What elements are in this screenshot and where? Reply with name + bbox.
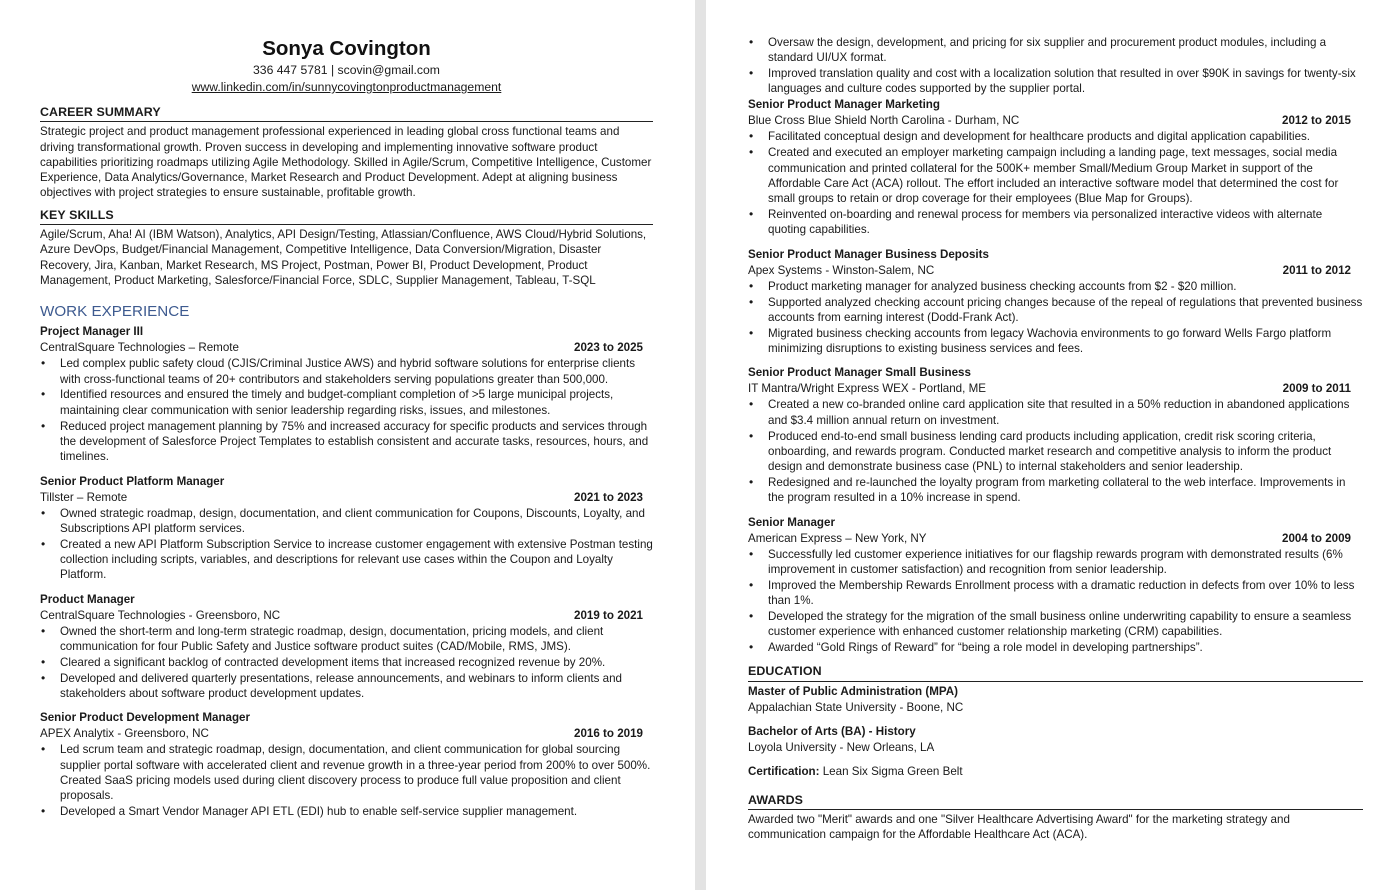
job-bullet: • Migrated business checking accounts from legacy Wachovia environments to go forward Wells Fargo platform minimizing disruptions to existing business services and fees. (748, 326, 1363, 357)
linkedin-link[interactable]: www.linkedin.com/in/sunnycovingtonproductmanagement (191, 80, 502, 94)
job-dates: 2016 to 2019 (574, 727, 643, 741)
job-company: American Express – New York, NY (748, 531, 927, 545)
job-entry (748, 247, 1363, 357)
job-company: IT Mantra/Wright Express WEX - Portland, ME (748, 382, 986, 396)
job-bullets (748, 397, 1363, 505)
job-org-row (748, 113, 1363, 129)
job-org-row (40, 340, 653, 356)
job-bullet: • Awarded “Gold Rings of Reward” for “being a role model in developing partnerships”. (748, 640, 1363, 655)
job-title: Product Manager (40, 592, 135, 606)
job-dates: 2021 to 2023 (574, 490, 643, 504)
job-bullet: • Owned strategic roadmap, design, documentation, and client communication for Coupons, Discounts, Loyalty, and Subscriptions API platform services. (40, 506, 653, 537)
job-bullet: • Created a new co-branded online card application site that resulted in a 50% reduction in abandoned applications and $3.4 million annual return on investment. (748, 397, 1363, 428)
job-bullets (40, 506, 653, 583)
job-title: Project Manager III (40, 325, 144, 339)
job-bullet: • Facilitated conceptual design and development for healthcare products and digital application capabilities. (748, 129, 1363, 144)
work-experience-heading: WORK EXPERIENCE (40, 303, 190, 321)
job-bullet: • Created a new API Platform Subscription Service to increase customer engagement with extensive Postman testing collection including scripts, variables, and descriptions for relevant use cases within the Coupon and Loyalty Platform. (40, 537, 653, 583)
job-bullet: • Cleared a significant backlog of contracted development items that increased recognized revenue by 20%. (40, 655, 653, 670)
job-bullet: • Reinvented on-boarding and renewal process for members via personalized interactive videos with alternate quoting capabilities. (748, 207, 1363, 238)
job-bullet: • Identified resources and ensured the timely and budget-compliant completion of >5 large municipal projects, maintaining clear communication with senior leadership regarding risks, issues, and milestones. (40, 387, 653, 418)
job-bullets (40, 356, 653, 464)
continued-job-bullets (748, 35, 1363, 97)
job-bullets (40, 624, 653, 702)
job-dates: 2009 to 2011 (1282, 382, 1351, 396)
job-bullet: • Improved translation quality and cost with a localization solution that resulted in over $90K in savings for twenty-six languages and culture codes supported by the supplier portal. (748, 66, 1363, 97)
resume-page-2 (706, 0, 1389, 890)
job-entry (40, 474, 653, 583)
job-title: Senior Product Development Manager (40, 711, 251, 725)
job-bullet: • Product marketing manager for analyzed business checking accounts from $2 - $20 million. (748, 279, 1363, 294)
work-experience-list (40, 324, 653, 819)
career-summary-heading: CAREER SUMMARY (40, 105, 653, 122)
job-dates: 2004 to 2009 (1282, 531, 1351, 545)
job-bullet: • Successfully led customer experience initiatives for our flagship rewards program with demonstrated results (6% improvement in customer satisfaction) and recognition from senior leadership. (748, 547, 1363, 578)
job-org-row (748, 381, 1363, 397)
job-bullet: • Redesigned and re-launched the loyalty program from marketing collateral to the web interface. Improvements in the program resulted in a 10% increase in spend. (748, 475, 1363, 506)
job-bullet: • Created and executed an employer marketing campaign including a landing page, text messages, social media communication and printed collateral for the 500K+ member Small/Medium Group Market in support of the Affordable Care Act (ACA) rollout. The effort included an interactive software model that determined the cost for small groups to retain or drop coverage for their employees (Blue Map for Groups). (748, 145, 1363, 206)
key-skills-text: Agile/Scrum, Aha! AI (IBM Watson), Analytics, API Design/Testing, Atlassian/Confluence, AWS Cloud/Hybrid Solutions, Azure DevOps, Budget/Financial Management, Competitive Intelligence, Data Conversion/Migration, Disaster Recovery, Jira, Kanban, Market Research, MS Project, Postman, Power BI, Product Development, Product Management, Product Marketing, Salesforce/Financial Force, SDLC, Supplier Management, Tableau, T-SQL (40, 228, 647, 287)
job-bullet: • Oversaw the design, development, and pricing for six supplier and procurement product modules, including a standard UI/UX format. (748, 35, 1363, 66)
job-dates: 2019 to 2021 (574, 608, 643, 622)
awards-heading: AWARDS (748, 793, 1363, 810)
job-entry (748, 97, 1363, 237)
certification-value: Lean Six Sigma Green Belt (822, 764, 963, 778)
job-bullet: • Led complex public safety cloud (CJIS/Criminal Justice AWS) and hybrid software solutions for enterprise clients with cross-functional teams of 20+ contributors and stakeholders serving populations greater than 500,000. (40, 356, 653, 387)
job-company: Tillster – Remote (40, 490, 128, 504)
job-org-row (40, 608, 653, 624)
job-bullet: • Developed a Smart Vendor Manager API ETL (EDI) hub to enable self-service supplier management. (40, 804, 653, 819)
job-company: Apex Systems - Winston-Salem, NC (748, 263, 935, 277)
job-org-row (748, 531, 1363, 547)
education-list (748, 684, 1363, 756)
degree-title: Master of Public Administration (MPA) (748, 684, 958, 698)
job-title: Senior Manager (748, 515, 835, 529)
job-bullet: • Owned the short-term and long-term strategic roadmap, design, documentation, pricing models, and client communication for four Public Safety and Justice software product suites (CAD/Mobile, RMS, JMS). (40, 624, 653, 655)
job-bullets (748, 129, 1363, 237)
job-bullet: • Developed and delivered quarterly presentations, release announcements, and webinars to inform clients and stakeholders about software product development updates. (40, 671, 653, 702)
job-company: Blue Cross Blue Shield North Carolina - Durham, NC (748, 114, 1020, 128)
awards-text: Awarded two "Merit" awards and one "Silver Healthcare Advertising Award" for the marketing strategy and communication campaign for the Affordable Healthcare Act (ACA). (748, 813, 1290, 842)
job-bullet: • Supported analyzed checking account pricing changes because of the repeal of regulations that prevented business accounts from earning interest (Dodd-Frank Act). (748, 295, 1363, 326)
job-title: Senior Product Manager Small Business (748, 366, 971, 380)
certification-label: Certification: (748, 764, 820, 778)
job-dates: 2012 to 2015 (1282, 114, 1351, 128)
job-title: Senior Product Platform Manager (40, 474, 225, 488)
job-org-row (40, 490, 653, 506)
job-title: Senior Product Manager Marketing (748, 98, 940, 112)
contact-info: 336 447 5781 | scovin@gmail.com (253, 63, 440, 77)
job-bullet: • Improved the Membership Rewards Enrollment process with a dramatic reduction in defects from over 10% to less than 1%. (748, 578, 1363, 609)
job-entry (40, 592, 653, 702)
job-bullets (748, 547, 1363, 656)
page-gutter (695, 0, 706, 890)
candidate-name: Sonya Covington (262, 37, 431, 60)
job-entry (748, 365, 1363, 505)
career-summary-text: Strategic project and product management professional experienced in leading global cross functional teams and driving transformational growth. Proven success in developing and implementing innovative software product capabilities prioritizing roadmaps utilizing Agile Methodology. Skilled in Agile/Scrum, Competitive Intelligence, Customer Experience, Data Analytics/Governance, Market Research and Product Development. Adept at aligning business objectives with project strategies to ensure sustainable, profitable growth. (40, 125, 652, 200)
school-name: Loyola University - New Orleans, LA (748, 740, 935, 754)
work-experience-list-continued (748, 97, 1363, 655)
job-bullets (40, 742, 653, 819)
job-bullets (748, 279, 1363, 357)
certification (748, 764, 1363, 780)
degree-title: Bachelor of Arts (BA) - History (748, 724, 916, 738)
job-entry (748, 515, 1363, 656)
job-title: Senior Product Manager Business Deposits (748, 247, 989, 261)
key-skills-heading: KEY SKILLS (40, 208, 653, 225)
job-bullet: • Led scrum team and strategic roadmap, design, documentation, and client communication for global sourcing supplier portal software with accelerated client and revenue growth in a three-year period from 200% to over 500%. Created SaaS pricing models used during client discovery process to produce full value proposition and client proposals. (40, 742, 653, 803)
job-dates: 2011 to 2012 (1282, 263, 1351, 277)
job-entry (40, 324, 653, 464)
education-heading: EDUCATION (748, 664, 1363, 681)
job-org-row (748, 263, 1363, 279)
job-dates: 2023 to 2025 (574, 341, 643, 355)
job-org-row (40, 726, 653, 742)
job-company: CentralSquare Technologies - Greensboro, NC (40, 608, 281, 622)
job-bullet: • Produced end-to-end small business lending card products including application, credit risk scoring criteria, onboarding, and rewards program. Conducted market research and competitive analysis to inform the product design and demonstrate business case (PNL) to internal stakeholders and senior leadership. (748, 429, 1363, 475)
job-bullet: • Reduced project management planning by 75% and increased accuracy for specific products and services through the development of Salesforce Project Templates to establish consistent and accurate tasks, resources, hours, and timelines. (40, 419, 653, 465)
job-entry (40, 710, 653, 819)
job-bullet: • Developed the strategy for the migration of the small business online underwriting capability to ensure a seamless customer experience with enhanced customer relationship marketing (CRM) capabilities. (748, 609, 1363, 640)
school-name: Appalachian State University - Boone, NC (748, 700, 964, 714)
job-company: CentralSquare Technologies – Remote (40, 341, 239, 355)
job-company: APEX Analytix - Greensboro, NC (40, 727, 209, 741)
